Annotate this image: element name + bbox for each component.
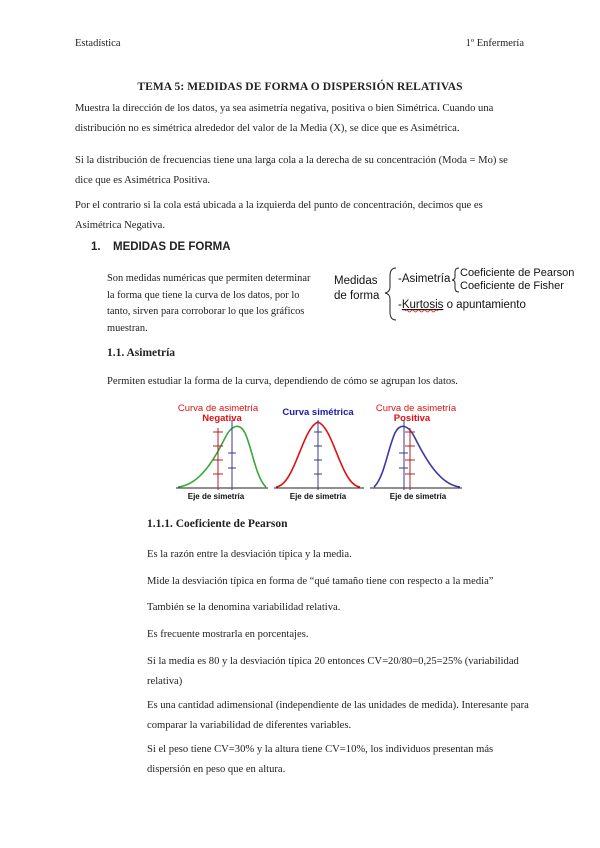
- forma-diagram: [330, 262, 590, 324]
- header-course: 1º Enfermería: [465, 38, 524, 49]
- symmetric-axis-label: Eje de simetría: [289, 492, 347, 501]
- diagram-root-line2: de forma: [334, 290, 380, 302]
- negative-title-line1: Curva de asimetría: [177, 403, 259, 414]
- pearson-item: Es la razón entre la desviación típica y la media.: [147, 549, 352, 560]
- diagram-kurtosis-prefix: -: [398, 299, 402, 311]
- section-1-heading: [91, 241, 231, 253]
- skewness-curves-figure: [170, 398, 470, 504]
- diagram-branch-asimetria: -Asimetría: [398, 273, 451, 285]
- pearson-item: Mide la desviación típica en forma de “qué tamaño tiene con respecto a la media”: [147, 576, 494, 587]
- diagram-kurtosis-word: Kurtosis: [401, 299, 444, 311]
- pearson-item: Si el peso tiene CV=30% y la altura tiene CV=10%, los individuos presentan más dispersión en peso que en altura.: [147, 744, 494, 775]
- section-1-number: 1.: [91, 241, 101, 253]
- diagram-root-line1: Medidas: [334, 275, 378, 287]
- pearson-item: Es frecuente mostrarla en porcentajes.: [147, 629, 309, 640]
- diagram-sub-brace: [452, 268, 459, 292]
- page-title: TEMA 5: MEDIDAS DE FORMA O DISPERSIÓN RELATIVAS: [137, 81, 463, 93]
- negative-skew-curve: [176, 420, 268, 490]
- diagram-kurtosis-suffix: o apuntamiento: [443, 299, 526, 311]
- header-subject: Estadística: [75, 38, 121, 49]
- section-1-intro: Son medidas numéricas que permiten determinar la forma que tiene la curva de los datos, por lo tanto, sirven para corroborar lo que los gráficos muestran.: [107, 273, 311, 334]
- symmetric-curve: [274, 420, 364, 490]
- diagram-branch-kurtosis: [398, 299, 526, 311]
- paragraph-negative-skew: Por el contrario si la cola está ubicada a la izquierda del punto de concentración, decimos que es Asimétrica Negativa.: [75, 200, 483, 231]
- paragraph-direction: Muestra la dirección de los datos, ya sea asimetría negativa, positiva o bien Simétrica. Cuando una distribución no es simétrica alrededor del valor de la Media (X), se dice que es Asimétrica.: [75, 103, 494, 134]
- pearson-item: También se la denomina variabilidad relativa.: [147, 602, 341, 613]
- section-1-1-1-heading: 1.1.1. Coeficiente de Pearson: [147, 518, 288, 530]
- pearson-item: Es una cantidad adimensional (independiente de las unidades de medida). Interesante para comparar la variabilidad de diferentes variables.: [147, 700, 529, 731]
- section-1-1-heading: 1.1. Asimetría: [107, 347, 176, 359]
- diagram-fisher: Coeficiente de Fisher: [460, 280, 564, 292]
- symmetric-title: Curva simétrica: [282, 407, 354, 418]
- section-1-title: MEDIDAS DE FORMA: [113, 241, 231, 253]
- negative-title-line2: Negativa: [202, 413, 242, 424]
- positive-skew-curve: [370, 420, 462, 490]
- diagram-pearson: Coeficiente de Pearson: [460, 267, 575, 279]
- positive-title-line1: Curva de asimetría: [375, 403, 457, 414]
- negative-axis-label: Eje de simetría: [187, 492, 245, 501]
- pearson-item: Si la media es 80 y la desviación típica 20 entonces CV=20/80=0,25=25% (variabilidad relativa): [147, 656, 519, 687]
- diagram-main-brace: [385, 268, 396, 320]
- section-1-1-text: Permiten estudiar la forma de la curva, dependiendo de cómo se agrupan los datos.: [107, 376, 458, 387]
- positive-title-line2: Positiva: [393, 413, 431, 424]
- paragraph-positive-skew: Si la distribución de frecuencias tiene una larga cola a la derecha de su concentración (Moda = Mo) se dice que es Asimétrica Positiva.: [75, 155, 508, 186]
- positive-axis-label: Eje de simetría: [389, 492, 447, 501]
